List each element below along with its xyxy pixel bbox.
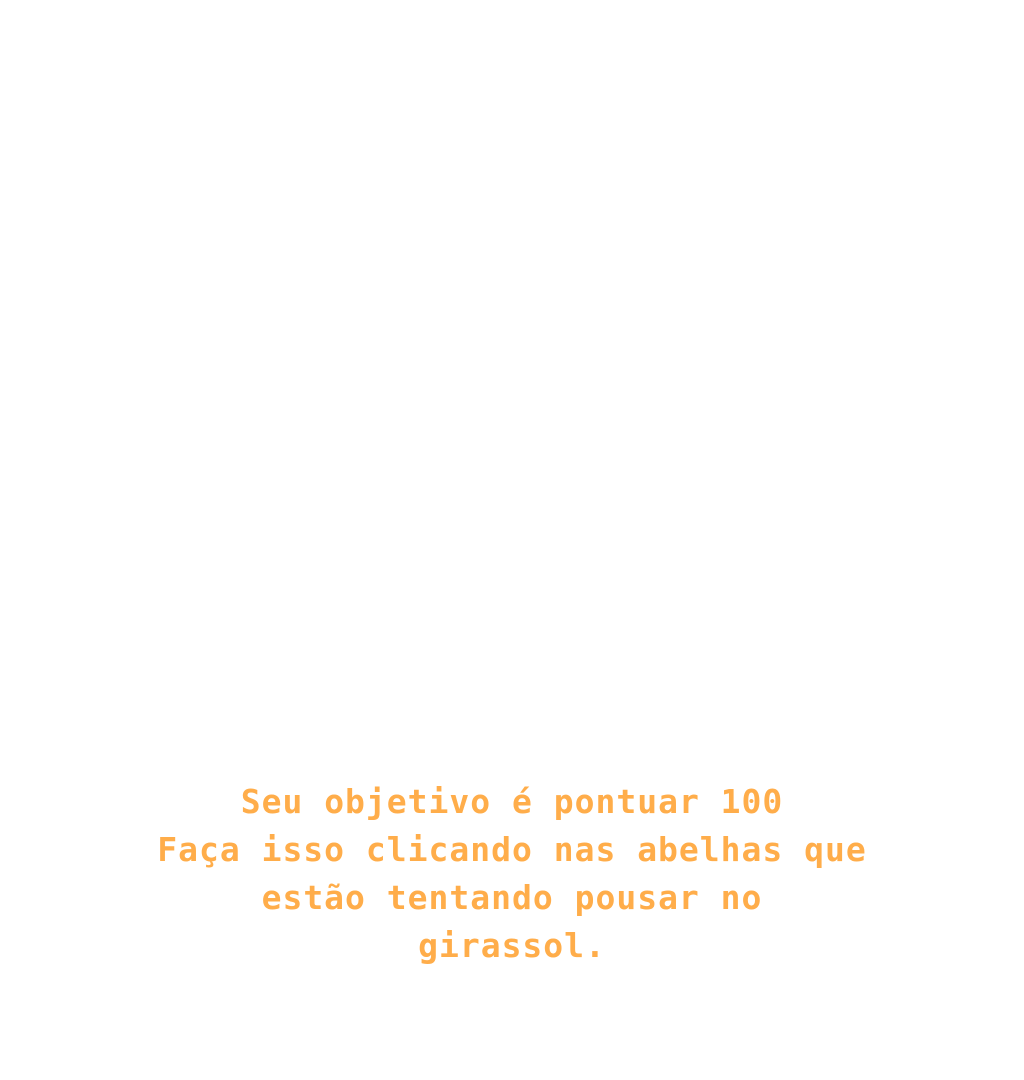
instructions-line-goal: Seu objetivo é pontuar 100 [240,782,784,821]
instructions-line-sunflower: girassol. [418,926,606,965]
instructions-line-bees: estão tentando pousar no [261,878,763,917]
instructions-text [0,778,1024,970]
instructions-line-how: Faça isso clicando nas abelhas que [157,830,867,869]
